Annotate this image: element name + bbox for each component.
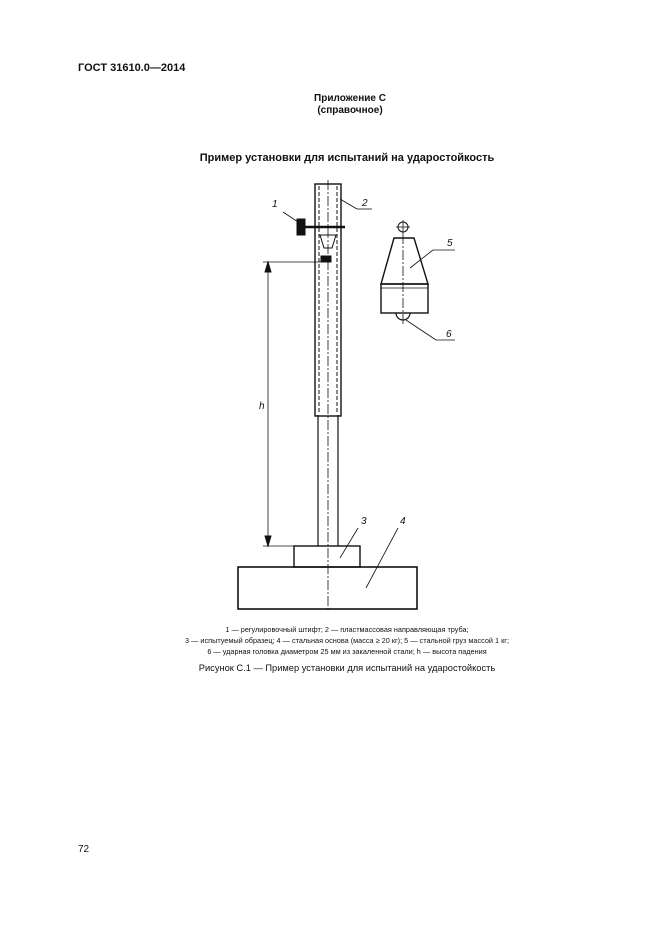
adjusting-pin-head [297,219,305,235]
label-4: 4 [400,516,406,527]
leader-6-a [406,320,436,340]
annex-subtitle: (справочное) [317,105,383,116]
legend-line-2: 3 — испытуемый образец; 4 — стальная основа (масса ≥ 20 кг); 5 — стальной груз массой 1 кг; [184,636,510,645]
label-3: 3 [361,516,367,527]
document-code: ГОСТ 31610.0—2014 [78,62,186,74]
label-6: 6 [446,329,452,340]
label-height: h [259,401,265,412]
leader-5-a [410,250,433,268]
leader-1 [283,212,301,224]
page-number: 72 [78,844,90,855]
label-5: 5 [447,238,453,249]
impact-test-setup-diagram [0,175,661,620]
annex-heading [0,93,661,117]
dimension-arrow-top [265,262,271,272]
leader-4 [366,528,398,588]
figure-legend [0,624,661,657]
steel-weight-body [381,238,428,284]
steel-base [238,567,417,609]
annex-title: Приложение С [314,93,386,104]
figure-title: Пример установки для испытаний на ударостойкость [199,152,495,164]
leader-3 [340,528,358,558]
leader-2-a [340,199,357,209]
test-specimen [294,546,360,567]
legend-line-1: 1 — регулировочный штифт; 2 — пластмассовая направляющая труба; [225,625,469,634]
dimension-arrow-bottom [265,536,271,546]
figure-caption: Рисунок С.1 — Пример установки для испытаний на ударостойкость [198,663,496,673]
legend-line-3: 6 — ударная головка диаметром 25 мм из закаленной стали; h — высота падения [207,647,487,656]
weight-striker-in-tube [321,256,331,262]
label-1: 1 [272,199,278,210]
label-2: 2 [362,198,368,209]
